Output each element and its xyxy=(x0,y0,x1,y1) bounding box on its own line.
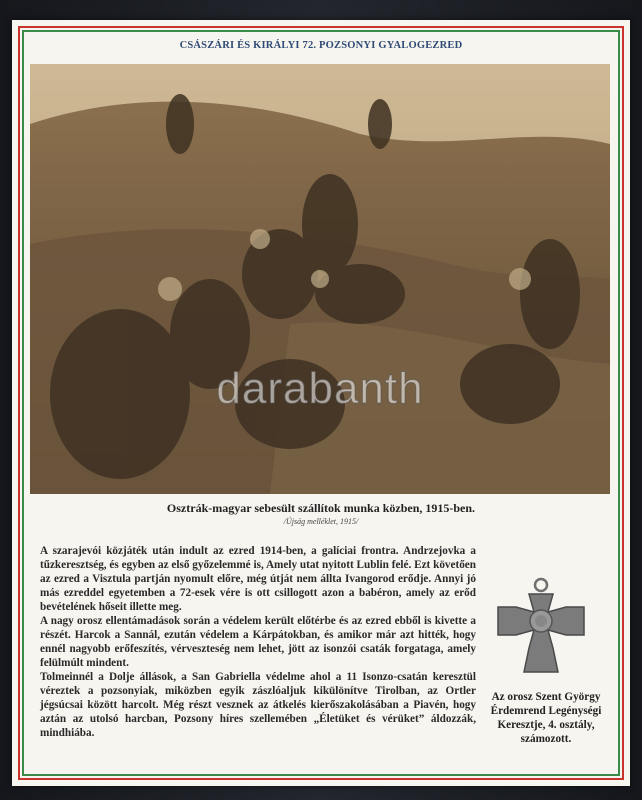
watermark: darabanth xyxy=(216,364,424,413)
paragraph: A szarajevói közjáték után indult az ezred 1914-ben, a galíciai frontra. Andrzejovka a tűzkeresztség, és egyben az első győzelemmé is, Amely utat nyitott Lublin felé. Ezt követően az ezred a Visztula partján nyomult előre, még útját nem állta Ivangorod erődje. Annyi jó más ezreddel egyetemben a 72-esek vére is ott csillogott azon a babéron, amely az erőd bevételének hőseit illette meg. xyxy=(40,545,476,613)
photo-caption: Osztrák-magyar sebesült szállítok munka közben, 1915-ben. xyxy=(166,501,476,515)
historical-photo xyxy=(30,64,610,494)
photo-illustration xyxy=(30,64,610,494)
page-title: CSÁSZÁRI ÉS KIRÁLYI 72. POZSONYI GYALOGEZRED xyxy=(179,40,463,51)
photo-source: /Újság melléklet, 1915/ xyxy=(283,517,359,526)
medal-caption: Az orosz Szent György Érdemrend Legénységi Keresztje, 4. osztály, számozott. xyxy=(490,691,602,745)
paragraph: A nagy orosz ellentámadások során a védelem került előtérbe és az ezred ebből is kivette a részét. Harcok a Sannál, ezután védelem a Kárpátokban, és amikor már azt hitték, hogy ennél nagyobb erőfeszítés, vérveszteség nem lehet, jött az isonzói csaták forgataga, amely felülmúlt mindent. xyxy=(40,615,476,669)
body-text xyxy=(40,544,476,740)
paragraph: Tolmeinnél a Dolje állások, a San Gabriella védelme ahol a 11 Isonzo-csatán keresztül véreztek a pozsonyiak, miközben egyik zászlóaljuk kikülönítve Tirolban, az Ortler jégsúcsai között harcolt. Még részt vesznek az átkelés kierőszakolásában a Piavén, hogy aztán az utolsó harcban, Pozsony híres szellemében „Életüket és vérüket” áldozzák, mindhiába. xyxy=(40,671,476,739)
document-sheet xyxy=(12,20,630,786)
cross-medal-icon xyxy=(496,576,586,686)
